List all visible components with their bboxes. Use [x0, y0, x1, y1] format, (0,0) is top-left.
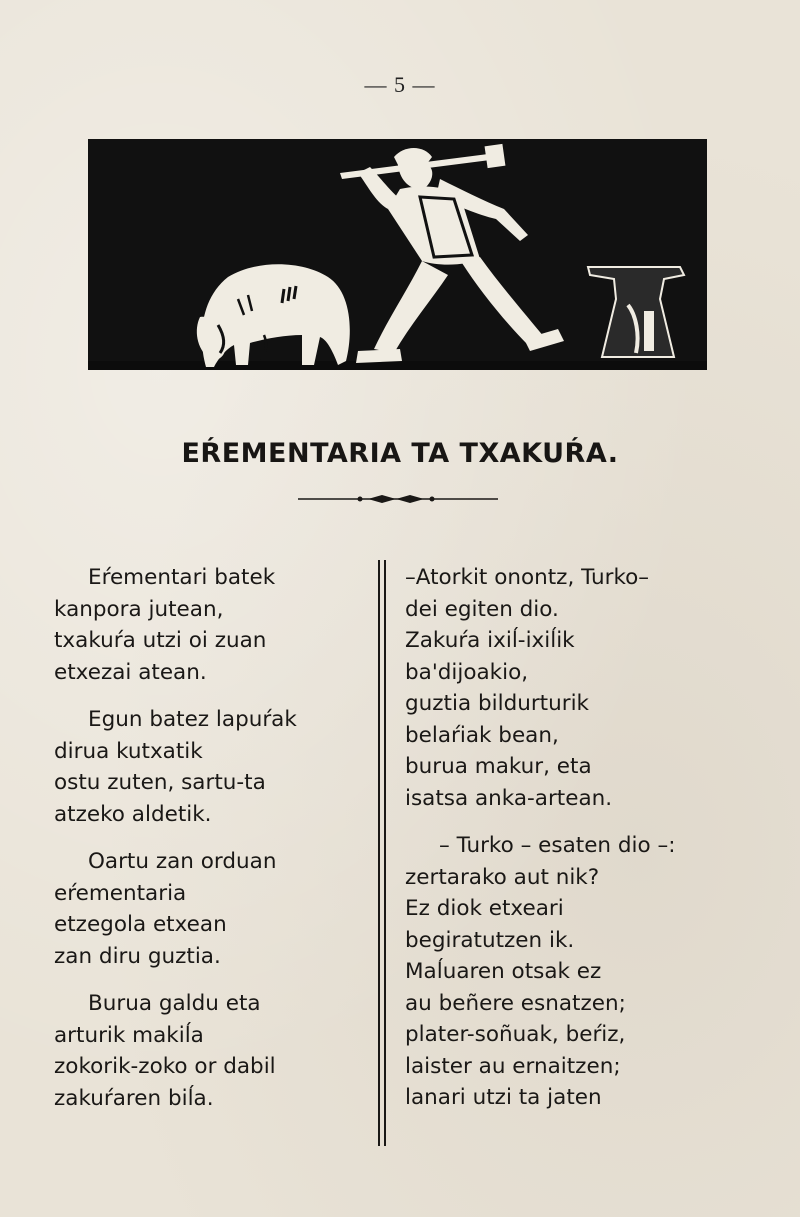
- poem-line: Zakuŕa ixiĺ-ixiĺik: [405, 628, 575, 653]
- poem-line: belaŕiak bean,: [405, 722, 559, 748]
- poem-line: Maĺuaren otsak ez: [405, 959, 602, 984]
- blacksmith-illustration: [88, 139, 707, 370]
- poem-line: Eŕementari batek: [88, 565, 276, 590]
- poem-line: lanari utzi ta jaten: [405, 1085, 602, 1110]
- stanza: [54, 988, 374, 1114]
- poem-right-column: [405, 562, 750, 1130]
- poem-line: arturik makiĺa: [54, 1022, 204, 1048]
- poem-line: etxezai atean.: [54, 659, 207, 685]
- poem-line: au beñere esnatzen;: [405, 990, 626, 1016]
- poem-line: etzegola etxean: [54, 912, 227, 937]
- poem-line: dei egiten dio.: [405, 596, 559, 622]
- poem-line: – Turko – esaten dio –:: [439, 833, 676, 858]
- stanza: [54, 846, 374, 972]
- poem-line: –Atorkit onontz, Turko–: [405, 565, 650, 590]
- poem-line: isatsa anka-artean.: [405, 785, 613, 811]
- poem-line: atzeko aldetik.: [54, 801, 212, 827]
- poem-line: dirua kutxatik: [54, 738, 203, 764]
- poem-line: zan diru guztia.: [54, 943, 221, 969]
- poem-line: zakuŕaren biĺa.: [54, 1085, 214, 1111]
- stanza: [405, 562, 750, 814]
- poem-line: ostu zuten, sartu-ta: [54, 770, 266, 795]
- poem-title: EŔEMENTARIA TA TXAKUŔA.: [181, 438, 619, 469]
- poem-line: plater-soñuak, beŕiz,: [405, 1022, 626, 1047]
- poem-line: eŕementaria: [54, 880, 187, 906]
- poem-line: Burua galdu eta: [88, 991, 261, 1016]
- poem-line: laister au ernaitzen;: [405, 1053, 621, 1079]
- poem-line: begiratutzen ik.: [405, 927, 575, 953]
- poem-line: kanpora jutean,: [54, 596, 224, 622]
- stanza: [54, 704, 374, 830]
- poem-line: burua makur, eta: [405, 754, 592, 779]
- poem-left-column: [54, 562, 374, 1130]
- poem-line: txakuŕa utzi oi zuan: [54, 628, 267, 653]
- stanza: [405, 830, 750, 1114]
- poem-line: ba'dijoakio,: [405, 659, 529, 685]
- poem-line: Ez diok etxeari: [405, 896, 564, 921]
- page-number: — 5 —: [364, 72, 436, 97]
- poem-line: Egun batez lapuŕak: [88, 707, 297, 732]
- blacksmith-dog-illustration-icon: [88, 139, 707, 370]
- poem-line: zertarako aut nik?: [405, 864, 600, 890]
- title-ornament-icon: [298, 492, 498, 506]
- poem-line: zokorik-zoko or dabil: [54, 1054, 276, 1079]
- stanza: [54, 562, 374, 688]
- poem-line: Oartu zan orduan: [88, 849, 277, 874]
- poem-line: guztia bildurturik: [405, 691, 589, 716]
- column-divider: [378, 560, 388, 1146]
